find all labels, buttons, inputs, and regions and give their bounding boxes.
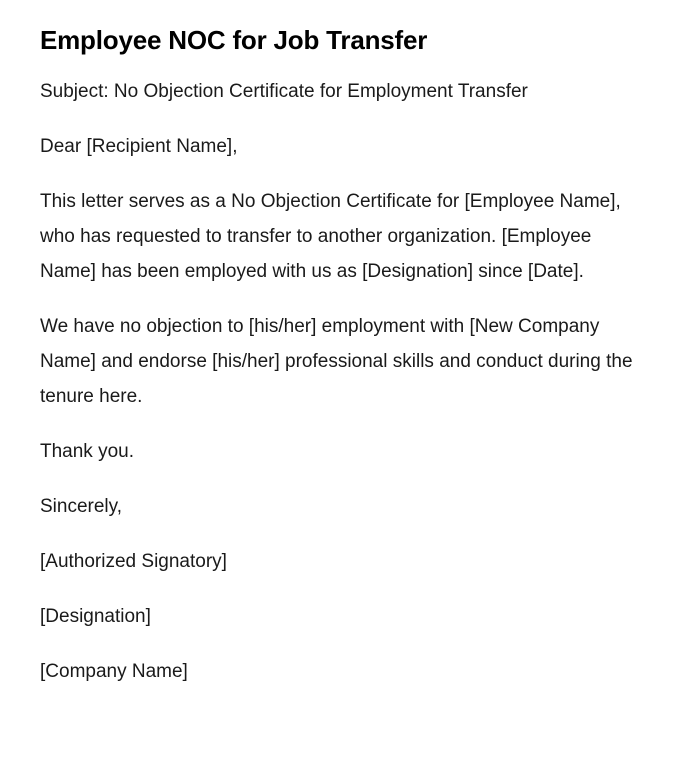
page-title: Employee NOC for Job Transfer — [40, 25, 428, 55]
thank-you-line: Thank you. — [40, 441, 134, 462]
body-paragraph-2: We have no objection to [his/her] employment with [New Company Name] and endorse [his/her] professional skills and conduct during the tenure here. — [40, 316, 633, 407]
body-paragraph-1: This letter serves as a No Objection Certificate for [Employee Name], who has requested to transfer to another organization. [Employee Name] has been employed with us as [Designation] since [Date]. — [40, 191, 621, 282]
salutation: Dear [Recipient Name], — [40, 136, 238, 157]
closing-line: Sincerely, — [40, 496, 123, 517]
company-name-placeholder: [Company Name] — [40, 661, 188, 682]
signatory-designation-placeholder: [Designation] — [40, 606, 151, 627]
signatory-name-placeholder: [Authorized Signatory] — [40, 551, 227, 572]
subject-line: Subject: No Objection Certificate for Employment Transfer — [40, 81, 528, 102]
